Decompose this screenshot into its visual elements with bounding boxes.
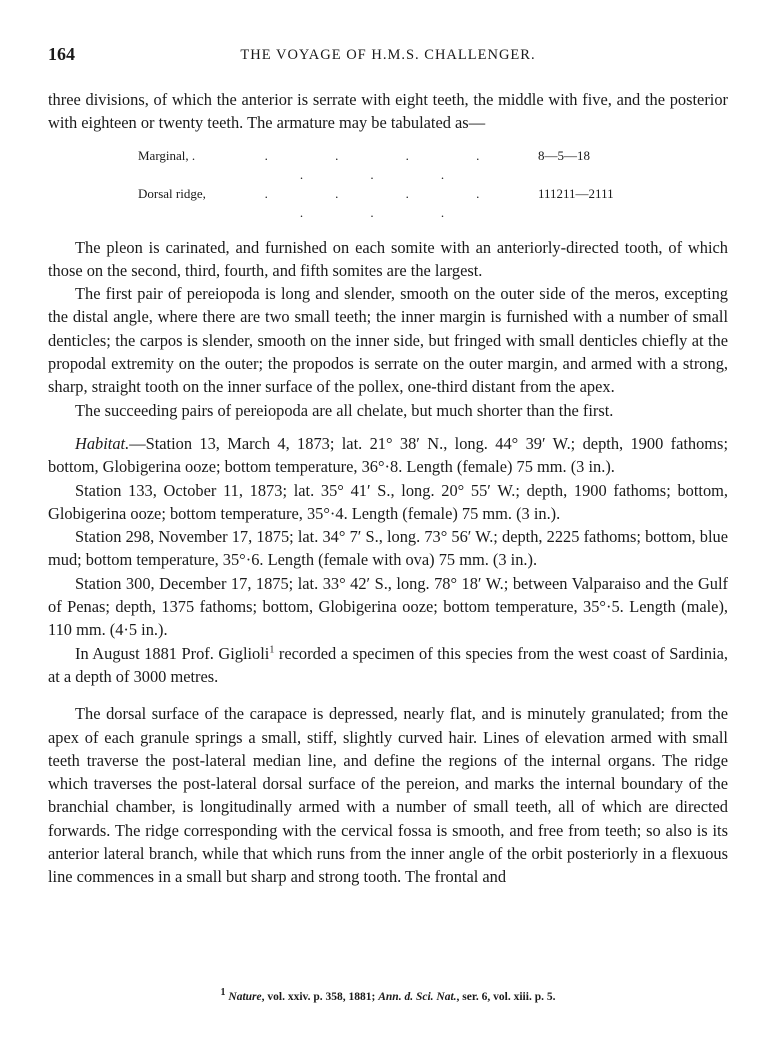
footnote-journal-1: Nature [228,991,262,1003]
table-row [138,146,638,184]
page-header [48,44,728,68]
footnote-ref: 1 [269,644,275,656]
page-number: 164 [48,44,75,64]
table-row-leader: . . . . . . . [264,147,512,182]
habitat-text: —Station 13, March 4, 1873; lat. 21° 38′ N., long. 44° 39′ W.; depth, 1900 fathoms; bottom, Globigerina ooze; bottom temperature, 36°·8. Length (female) 75 mm. (3 in.). [48,433,728,477]
table-row [138,184,638,222]
body-text [48,88,728,889]
table-row-value: 111211—2111 [538,185,614,201]
paragraph-station-133: Station 133, October 11, 1873; lat. 35° 41′ S., long. 20° 55′ W.; depth, 1900 fathoms; bottom, Globigerina ooze; bottom temperature, 35°·4. Length (female) 75 mm. (3 in.). [48,480,728,523]
table-row-label: Marginal, . [138,147,196,163]
footnote-ref-1: , vol. xxiv. p. 358, 1881; [261,991,379,1003]
paragraph-giglioli [48,642,728,689]
footnote-journal-2: Ann. d. Sci. Nat. [378,991,457,1003]
paragraph-first-pereiopoda: The first pair of pereiopoda is long and slender, smooth on the outer side of the meros, excepting the distal angle, where there are two small teeth; the inner margin is furnished with a number of small denticles; the carpos is slender, smooth on the inner side, but fringed with small denticles chiefly at the propodal extremity on the outer; the propodos is serrate on the outer margin, and armed with a strong, sharp, straight tooth on the inner surface of the pollex, one-third distant from the apex. [48,284,728,397]
paragraph-station-298: Station 298, November 17, 1875; lat. 34° 7′ S., long. 73° 56′ W.; depth, 2225 fathoms; bottom, blue mud; bottom temperature, 35°·6. Length (female with ova) 75 mm. (3 in.). [48,527,728,570]
running-title: THE VOYAGE OF H.M.S. CHALLENGER. [240,47,536,63]
paragraph-continuation: three divisions, of which the anterior is serrate with eight teeth, the middle with five, and the posterior with eighteen or twenty teeth. The armature may be tabulated as— [48,90,728,133]
paragraph-pleon: The pleon is carinated, and furnished on each somite with an anteriorly-directed tooth, of which those on the second, third, fourth, and fifth somites are the largest. [48,237,728,280]
table-row-value: 8—5—18 [538,147,590,163]
paragraph-habitat [48,432,728,479]
giglioli-text-b: recorded a specimen of this species from the west coast of Sardinia, at a depth of 3000 metres. [48,643,728,686]
table-row-label: Dorsal ridge, [138,185,206,201]
paragraph-succeeding-pereiopoda: The succeeding pairs of pereiopoda are all chelate, but much shorter than the first. [75,400,614,420]
paragraph-station-300: Station 300, December 17, 1875; lat. 33° 42′ S., long. 78° 18′ W.; between Valparaiso and the Gulf of Penas; depth, 1375 fathoms; bottom, Globigerina ooze; bottom temperature, 35°·5. Length (male), 110 mm. (4·5 in.). [48,573,728,640]
giglioli-text-a: In August 1881 Prof. Giglioli [75,643,270,663]
footnote [48,987,728,1003]
habitat-label: Habitat. [75,433,130,453]
paragraph-dorsal-surface: The dorsal surface of the carapace is depressed, nearly flat, and is minutely granulated; from the apex of each granule springs a small, stiff, slightly curved hair. Lines of elevation armed with small teeth traverse the post-lateral median line, and define the regions of the internal organs. The ridge which traverses the post-lateral dorsal surface of the pereion, and marks the internal boundary of the branchial chamber, is longitudinally armed with a number of small teeth, all of which are directed forwards. The ridge corresponding with the cervical fossa is smooth, and free from teeth; so also is its anterior lateral branch, while that which runs from the inner angle of the orbit posteriorly in a flexuous line commences in a small but sharp and strong tooth. The frontal and [48,704,728,887]
footnote-ref-2: , ser. 6, vol. xiii. p. 5. [456,991,556,1003]
table-row-leader: . . . . . . . [264,185,512,220]
footnote-marker: 1 [220,987,226,999]
armature-table [138,146,638,222]
